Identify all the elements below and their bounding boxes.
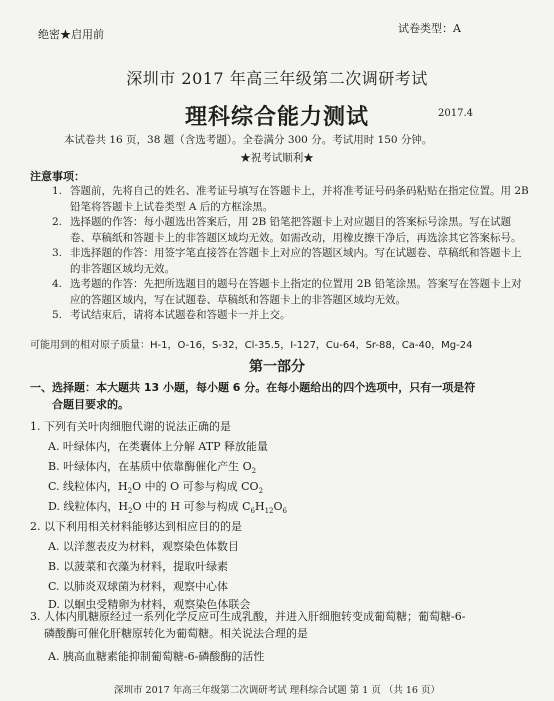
- q2-option-d: D. 以蛔虫受精卵为材料，观察染色体联会: [48, 598, 251, 611]
- question-3-line: 3. 人体内肌糖原经过一系列化学反应可生成乳酸，并进入肝细胞转变成葡萄糖；葡萄糖-6-: [30, 610, 466, 623]
- q1-option-a: A. 叶绿体内，在类囊体上分解 ATP 释放能量: [48, 440, 269, 453]
- exam-info: 本试卷共 16 页，38 题（含选考题）。全卷满分 300 分。考试用时 150 分钟。: [64, 134, 433, 146]
- q1-option-d: D. 线粒体内，$H_2O$ 中的 H 可参与构成 $C_6H_{12}O_6$: [48, 500, 287, 516]
- atomic-masses: 可能用到的相对原子质量：H-1，O-16，S-32，Cl-35.5，I-127，Cu-64，Sr-88，Ca-40，Mg-24: [30, 340, 473, 351]
- note-number: 3.: [52, 247, 63, 259]
- q2-option-b: B. 以菠菜和衣藻为材料，提取叶绿素: [48, 560, 229, 573]
- page-footer: 深圳市 2017 年高三年级第二次调研考试 理科综合试题 第 1 页 （共 16 页）: [114, 685, 440, 696]
- subject-title: 理科综合能力测试: [184, 104, 369, 130]
- exam-date: 2017.4: [438, 108, 473, 119]
- section-line: 一、选择题：本大题共 13 小题，每小题 6 分。在每小题给出的四个选项中，只有一项是符: [30, 381, 476, 394]
- part-title: 第一部分: [249, 359, 305, 375]
- note-text: 答题前，先将自己的姓名、准考证号填写在答题卡上，并将准考证号码条码粘贴在指定位置。用 2B 铅笔将答题卡上试卷类型 A 后的方框涂黑。: [70, 185, 529, 213]
- note-number: 1.: [52, 185, 63, 197]
- exam-title: 深圳市 2017 年高三年级第二次调研考试: [126, 69, 428, 88]
- notes-heading: 注意事项：: [30, 170, 85, 183]
- secret-label: 绝密★启用前: [38, 28, 104, 41]
- note-number: 5.: [52, 309, 63, 321]
- note-item: [52, 184, 530, 215]
- note-item: [52, 277, 530, 308]
- question-3: [30, 608, 530, 642]
- q2-option-c: C. 以肺炎双球菌为材料，观察中心体: [48, 580, 229, 593]
- blessing: ★祝考试顺利★: [240, 152, 314, 164]
- note-text: 非选择题的作答：用签字笔直接答在答题卡上对应的答题区域内。写在试题卷、草稿纸和答题卡上的非答题区域均无效。: [70, 247, 522, 275]
- note-item: [52, 215, 530, 246]
- note-text: 选考题的作答：先把所选题目的题号在答题卡上指定的位置用 2B 铅笔涂黑。答案写在答题卡上对应的答题区域内，写在试题卷、草稿纸和答题卡上的非答题区域均无效。: [70, 278, 522, 306]
- note-number: 4.: [52, 278, 63, 290]
- question-1-stem: 1. 下列有关叶肉细胞代谢的说法正确的是: [30, 420, 231, 433]
- q2-option-a: A. 以洋葱表皮为材料，观察染色体数目: [48, 540, 239, 553]
- q3-option-a: A. 胰高血糖素能抑制葡萄糖-6-磷酸酶的活性: [48, 650, 265, 663]
- note-item: [52, 246, 530, 277]
- note-text: 考试结束后，请将本试题卷和答题卡一并上交。: [70, 309, 291, 321]
- q1-option-c: C. 线粒体内，$H_2O$ 中的 O 可参与构成 $CO_2$: [48, 480, 264, 496]
- notes-list: [52, 184, 530, 324]
- question-3-line: 磷酸酶可催化肝糖原转化为葡萄糖。相关说法合理的是: [44, 627, 308, 640]
- paper-type-label: 试卷类型：A: [398, 22, 461, 35]
- section-instructions: [30, 379, 530, 413]
- note-number: 2.: [52, 216, 63, 228]
- q1-option-b: B. 叶绿体内，在基质中依靠酶催化产生 $O_2$: [48, 460, 257, 476]
- note-text: 选择题的作答：每小题选出答案后，用 2B 铅笔把答题卡上对应题目的答案标号涂黑。写在试题卷、草稿纸和答题卡上的非答题区域均无效。如需改动，用橡皮擦干净后，再选涂其它答案标号。: [70, 216, 522, 244]
- question-2-stem: 2. 以下利用相关材料能够达到相应目的的是: [30, 520, 242, 533]
- section-line: 合题目要求的。: [52, 398, 129, 411]
- note-item: [52, 308, 530, 324]
